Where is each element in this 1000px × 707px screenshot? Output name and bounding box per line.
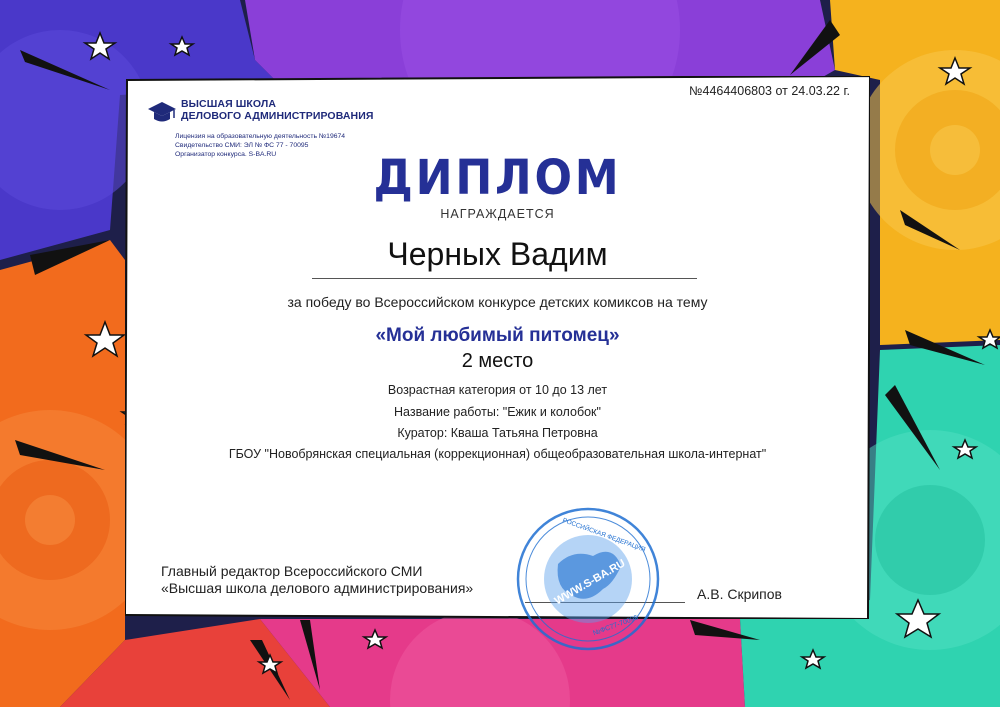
org-name-line1: ВЫСШАЯ ШКОЛА [181, 98, 277, 110]
official-stamp [513, 504, 663, 654]
name-underline [312, 278, 697, 279]
org-name-line2: ДЕЛОВОГО АДМИНИСТРИРОВАНИЯ [181, 110, 374, 122]
editor-line2: «Высшая школа делового администрирования» [161, 580, 474, 596]
license-text: Лицензия на образовательную деятельность №19674 [175, 133, 346, 140]
awarded-label: НАГРАЖДАЕТСЯ [440, 207, 555, 221]
editor-line1: Главный редактор Всероссийского СМИ [161, 563, 423, 579]
organizer-text: Организатор конкурса. S-BA.RU [175, 151, 277, 158]
contest-theme: «Мой любимый питомец» [375, 325, 620, 346]
graduation-cap-icon [147, 100, 177, 124]
curator-name: Куратор: Кваша Татьяна Петровна [397, 426, 598, 440]
signer-name: А.В. Скрипов [697, 586, 782, 602]
diploma-title: ДИПЛОМ [373, 150, 622, 206]
recipient-name: Черных Вадим [387, 236, 608, 272]
age-category: Возрастная категория от 10 до 13 лет [387, 383, 608, 397]
stamp-site: WWW.S-BA.RU [552, 557, 628, 608]
editor-title [161, 563, 473, 597]
place-label: 2 место [461, 350, 534, 372]
stamp-text: РОССИЙСКАЯ ФЕДЕРАЦИЯ [561, 517, 647, 554]
school-name: ГБОУ "Новобрянская специальная (коррекционная) общеобразовательная школа-интернат" [228, 447, 767, 461]
stamp-code: №ФС77-70095 [592, 614, 640, 638]
diploma-number: №4464406803 от 24.03.22 г. [689, 84, 850, 98]
work-title: Название работы: "Ежик и колобок" [394, 405, 601, 419]
diploma-sheet [125, 76, 870, 638]
media-cert-text: Свидетельство СМИ: ЭЛ № ФС 77 - 70095 [175, 142, 309, 149]
award-purpose: за победу во Всероссийском конкурсе детских комиксов на тему [287, 294, 708, 310]
